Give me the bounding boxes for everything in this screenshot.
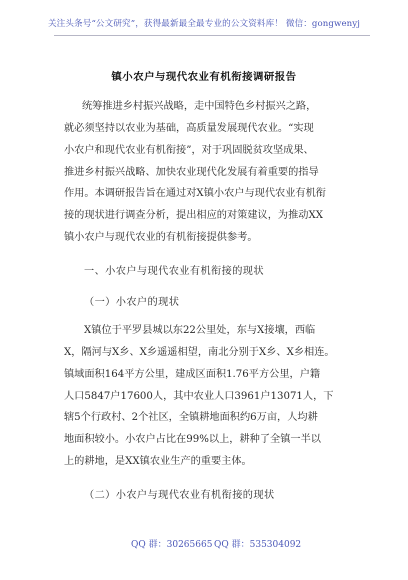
body-line: X镇位于平罗县城以东22公里处，东与X接壤，西临 (84, 325, 316, 336)
header-promo-text: 关注头条号“公文研究”，获得最新最全最专业的公文资料库！ 微信：gongwenyj (47, 19, 361, 29)
intro-line: 就必须坚持以农业为基础，高质量发展现代农业。“实现 (64, 123, 314, 134)
subsection-heading: （二）小农户与现代农业有机衔接的现状 (84, 490, 275, 501)
intro-line: 镇小农户与现代农业的有机衔接提供参考。 (64, 232, 258, 243)
body-line: 人口5847户17600人，其中农业人口3961户13071人，下 (64, 391, 334, 402)
intro-line: 作用。本调研报告旨在通过对X镇小农户与现代农业有机衔 (64, 188, 326, 199)
footer-qq-group-2: QQ 群：535304092 (214, 540, 302, 550)
body-line: 镇域面积164平方公里，建成区面积1.76平方公里，户籍 (64, 369, 321, 380)
subsection-heading: （一）小农户的现状 (84, 297, 180, 308)
document-title: 镇小农户与现代农业有机衔接调研报告 (111, 71, 297, 83)
intro-line: 小农户和现代农业有机衔接”，对于巩固脱贫攻坚成果、 (64, 145, 314, 156)
body-line: 上的耕地，是XX镇农业生产的重要主体。 (64, 456, 252, 467)
section-heading: 一、小农户与现代农业有机衔接的现状 (84, 266, 264, 277)
body-line: 辖5个行政村、2个社区，全镇耕地面积约6万亩，人均耕 (64, 412, 318, 423)
intro-line: 推进乡村振兴战略、加快农业现代化发展有着重要的指导 (64, 167, 319, 178)
footer-qq-group-1: QQ 群：30265665 (131, 540, 213, 550)
intro-line: 接的现状进行调查分析，提出相应的对策建议，为推动XX (64, 210, 324, 221)
body-line: 地面积较小。小农户占比在99%以上，耕种了全镇一半以 (64, 434, 321, 445)
body-line: X，隔河与X乡、X乡遥遥相望，南北分别于X乡、X乡相连。 (64, 347, 335, 358)
intro-line: 统筹推进乡村振兴战略，走中国特色乡村振兴之路， (82, 101, 317, 112)
header-divider (54, 35, 370, 36)
